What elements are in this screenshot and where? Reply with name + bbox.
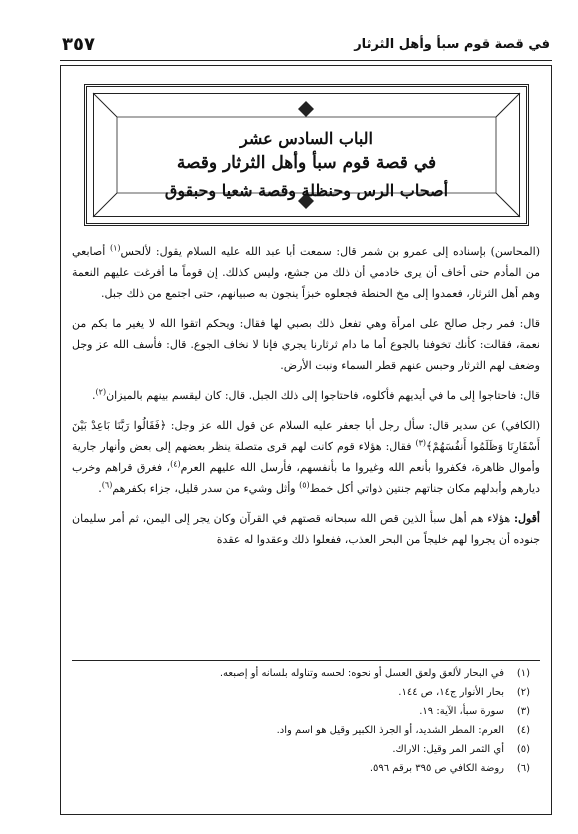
- text-run: (الكافي) عن سدير قال: سأل رجل أبا جعفر عليه السلام عن قول الله عز وجل: ﴿فَقَالُوا رَبَّنَا بَاعِدْ بَيْنَ أَسْفَارِنَا وَظَلَمُوا أَنفُسَهُمْ﴾: [72, 419, 540, 453]
- footnote: [78, 763, 530, 782]
- footnote: [78, 744, 530, 763]
- text-run: (المحاسن) بإسناده إلى عمرو بن شمر قال: سمعت أبا عبد الله عليه السلام يقول: لألحس: [120, 245, 540, 258]
- footnote-text: أي الثمر المر وقيل: الاراك.: [392, 744, 504, 755]
- header-title: في قصة قوم سبأ وأهل الثرثار: [354, 37, 550, 52]
- footnote: [78, 725, 530, 744]
- text-run: ، فغرق قراهم وخرب ديارهم وأبدلهم مكان جناتهم جنتين ذواتي أكل خمط: [72, 461, 540, 495]
- footnote-marker: (٥): [299, 480, 310, 490]
- footnote-rule: [72, 660, 540, 661]
- footnote-number: (٥): [516, 744, 530, 755]
- paragraph: [72, 508, 540, 550]
- footnote-text: في البحار لألعق ولعق العسل أو نحوه: لحسه وتناوله بلسانه أو إصبعه.: [219, 668, 504, 679]
- footnote: [78, 706, 530, 725]
- footnote-text: سورة سبأ، الآية: ١٩.: [419, 706, 504, 717]
- text-run: قال: فاحتاجوا إلى ما في أيديهم فأكلوه، فاحتاجوا إلى ذلك الجبل. قال: كان ليقسم بينهم بالميزان: [106, 389, 540, 402]
- footnote-text: بحار الأنوار ج١٤، ص ١٤٤.: [398, 687, 504, 698]
- text-run: أصابعي من المأدم حتى أخاف أن يرى خادمي أن ذلك من جشع، وليس كذلك. إن قوماً ما أفرغت عليهم النعمة وهم أهل الثرثار، فعمدوا إلى مخ الحنطة فجعلوه خبزاً ينجون به صبيانهم، حتى اجتمع من ذلك جبل.: [72, 245, 540, 300]
- chapter-title-line2: أصحاب الرس وحنظلة وقصة شعيا وحبقوق: [164, 181, 449, 200]
- footnote-marker: (٤): [170, 459, 181, 469]
- aqul-label: أقول:: [513, 512, 540, 525]
- footnotes: [78, 668, 530, 782]
- paragraph: [72, 415, 540, 499]
- paragraph: [72, 385, 540, 406]
- footnote-text: العرم: المطر الشديد، أو الجرذ الكبير وقيل هو اسم واد.: [276, 725, 504, 736]
- text-run: .: [92, 389, 96, 402]
- header-rule: [60, 60, 552, 61]
- footnote-number: (٢): [516, 687, 530, 698]
- page-number: ٣٥٧: [62, 34, 95, 55]
- text-run: وأثل وشيء من سدر قليل، جزاء بكفرهم: [112, 482, 300, 495]
- footnote-marker: (٣): [415, 438, 426, 448]
- text-run: .: [98, 482, 102, 495]
- chapter-title-line1: في قصة قوم سبأ وأهل الثرثار وقصة: [176, 153, 437, 173]
- footnote-text: روضة الكافي ص ٣٩٥ برقم ٥٩٦.: [369, 763, 504, 774]
- footnote: [78, 687, 530, 706]
- diamond-ornament: [298, 101, 314, 117]
- footnote-number: (٣): [516, 706, 530, 717]
- footnote-number: (٤): [516, 725, 530, 736]
- footnote-marker: (٦): [101, 480, 113, 490]
- footnote-number: (١): [516, 668, 530, 679]
- paragraph: [72, 241, 540, 304]
- text-run: هؤلاء هم أهل سبأ الذين قص الله سبحانه قصتهم في القرآن وكان يجر إلى اليمن، ثم أمر سليمان جنوده أن يجروا لهم خليجاً من البحر العذب، ففعلوا ذلك وعقدوا له عقدة: [72, 512, 540, 546]
- footnote-marker: (٢): [95, 387, 107, 397]
- paragraph: قال: فمر رجل صالح على امرأة وهي تفعل ذلك بصبي لها فقال: ويحكم اتقوا الله لا يغير ما بكم من نعمة، فقالت: كأنك تخوفنا بالجوع أما ما دام ثرثارنا يجري فإنا لا نخاف الجوع. قال: فأسف الله عز وجل وضعف لهم الثرثار وحبس عنهم قطر السماء ونبت الأرض.: [72, 317, 540, 372]
- footnote-marker: (١): [109, 243, 121, 253]
- running-header: [60, 34, 550, 60]
- chapter-number: الباب السادس عشر: [240, 129, 373, 148]
- text-run: فقال: هؤلاء قوم كانت لهم قرى متصلة ينظر بعضهم إلى بعض وأنهار جارية وأموال ظاهرة، فكفروا بأنعم الله وغيروا ما بأنفسهم، فأرسل الله عليهم العرم: [72, 440, 540, 474]
- footnote: [78, 668, 530, 687]
- main-text: [72, 241, 540, 559]
- chapter-title-frame: [84, 84, 529, 226]
- footnote-number: (٦): [516, 763, 530, 774]
